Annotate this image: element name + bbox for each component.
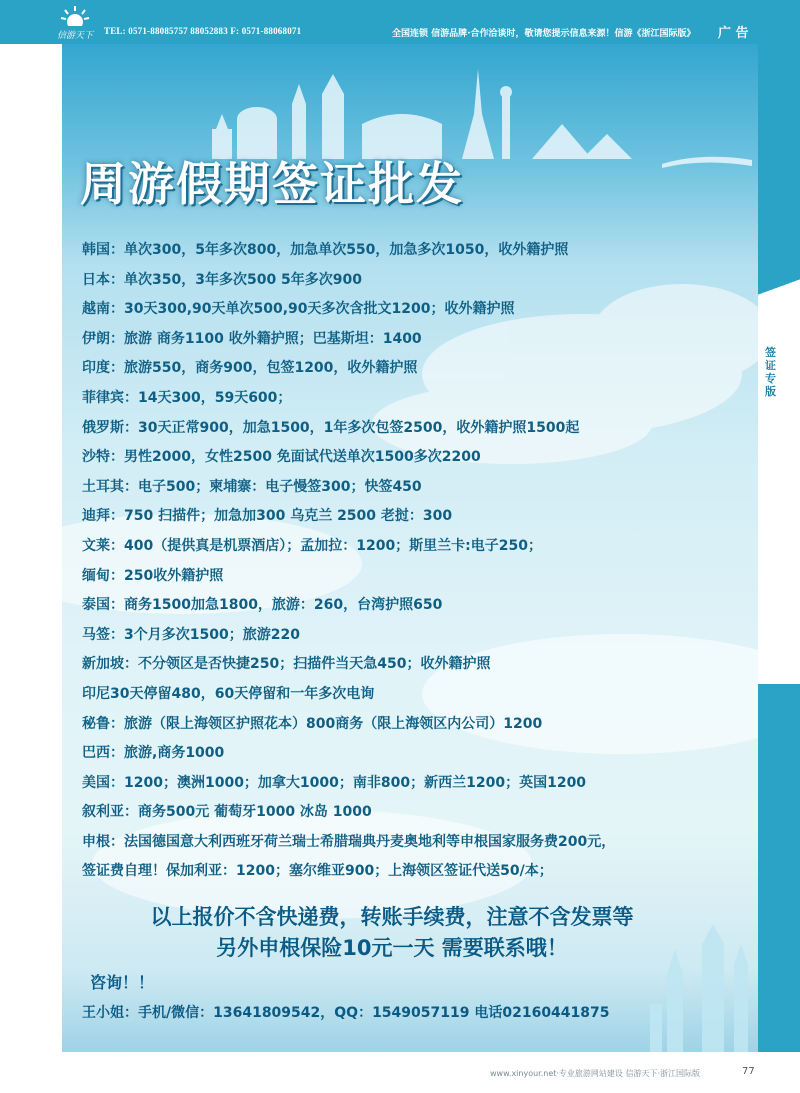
page-title: 周游假期签证批发 — [80, 157, 464, 211]
price-line: 新加坡：不分领区是否快捷250；扫描件当天急450；收外籍护照 — [82, 656, 491, 673]
price-line: 越南：30天300,90天单次500,90天多次含批文1200；收外籍护照 — [82, 301, 515, 318]
price-line: 土耳其：电子500；柬埔寨：电子慢签300；快签450 — [82, 478, 422, 495]
logo-text: 信游天下 — [56, 31, 93, 41]
notice-line-2: 另外申根保险10元一天 需要联系哦！ — [216, 936, 568, 960]
price-line: 俄罗斯：30天正常900，加急1500，1年多次包签2500，收外籍护照1500起 — [82, 419, 580, 436]
price-line: 印尼30天停留480，60天停留和一年多次电询 — [82, 685, 375, 702]
price-line: 美国：1200；澳洲1000；加拿大1000；南非800；新西兰1200；英国1200 — [82, 774, 587, 791]
side-label: 签证专版 — [765, 346, 776, 398]
footer-text: www.xinyour.net·专业旅游网站建设 信游天下·浙江国际版 — [490, 1069, 701, 1078]
page-number: 77 — [742, 1066, 755, 1077]
notice-line-1: 以上报价不含快递费，转账手续费，注意不含发票等 — [150, 905, 634, 929]
top-bar — [0, 0, 800, 44]
price-line: 文莱：400（提供真是机票酒店）；孟加拉：1200；斯里兰卡:电子250； — [82, 537, 543, 554]
header-slogan: 全国连锁 信游品牌·合作洽谈时，敬请您提示信息来源！信游《浙江国际版》 — [392, 29, 696, 39]
brand-logo — [52, 4, 98, 40]
price-line: 缅甸：250收外籍护照 — [82, 567, 224, 584]
side-tab-cap — [758, 270, 800, 304]
price-line: 菲律宾：14天300，59天600； — [82, 389, 292, 406]
price-line: 叙利亚：商务500元 葡萄牙1000 冰岛 1000 — [82, 804, 372, 821]
price-line: 韩国：单次300，5年多次800，加急单次550，加急多次1050，收外籍护照 — [82, 242, 569, 258]
price-line: 申根：法国德国意大利西班牙荷兰瑞士希腊瑞典丹麦奥地利等申根国家服务费200元， — [82, 833, 616, 850]
price-line: 泰国：商务1500加急1800，旅游：260，台湾护照650 — [82, 597, 443, 614]
price-line: 秘鲁：旅游（限上海领区护照花本）800商务（限上海领区内公司）1200 — [82, 715, 543, 732]
header-contact: TEL: 0571-88085757 88052883 F: 0571-88068071 — [104, 26, 302, 36]
side-strip — [758, 44, 800, 1052]
price-line: 巴西：旅游,商务1000 — [82, 745, 225, 762]
price-line: 印度：旅游550，商务900，包签1200，收外籍护照 — [82, 360, 418, 377]
price-line: 签证费自理！保加利亚：1200；塞尔维亚900；上海领区签证代送50/本； — [82, 863, 553, 880]
price-line: 日本：单次350，3年多次500 5年多次900 — [82, 271, 363, 288]
price-line: 伊朗：旅游 商务1100 收外籍护照；巴基斯坦：1400 — [82, 330, 422, 347]
consult-label: 咨询！！ — [90, 973, 155, 992]
ad-label: 广 告 — [718, 26, 749, 41]
price-line: 沙特：男性2000，女性2500 免面试代送单次1500多次2200 — [82, 449, 481, 466]
notice — [82, 902, 702, 964]
price-list — [82, 236, 752, 887]
contact-line: 王小姐：手机/微信：13641809542，QQ：1549057119 电话02160441875 — [82, 1005, 610, 1021]
price-line: 迪拜：750 扫描件；加急加300 乌克兰 2500 老挝：300 — [82, 508, 453, 525]
price-line: 马签：3个月多次1500；旅游220 — [82, 626, 300, 643]
sun-icon — [60, 4, 90, 26]
